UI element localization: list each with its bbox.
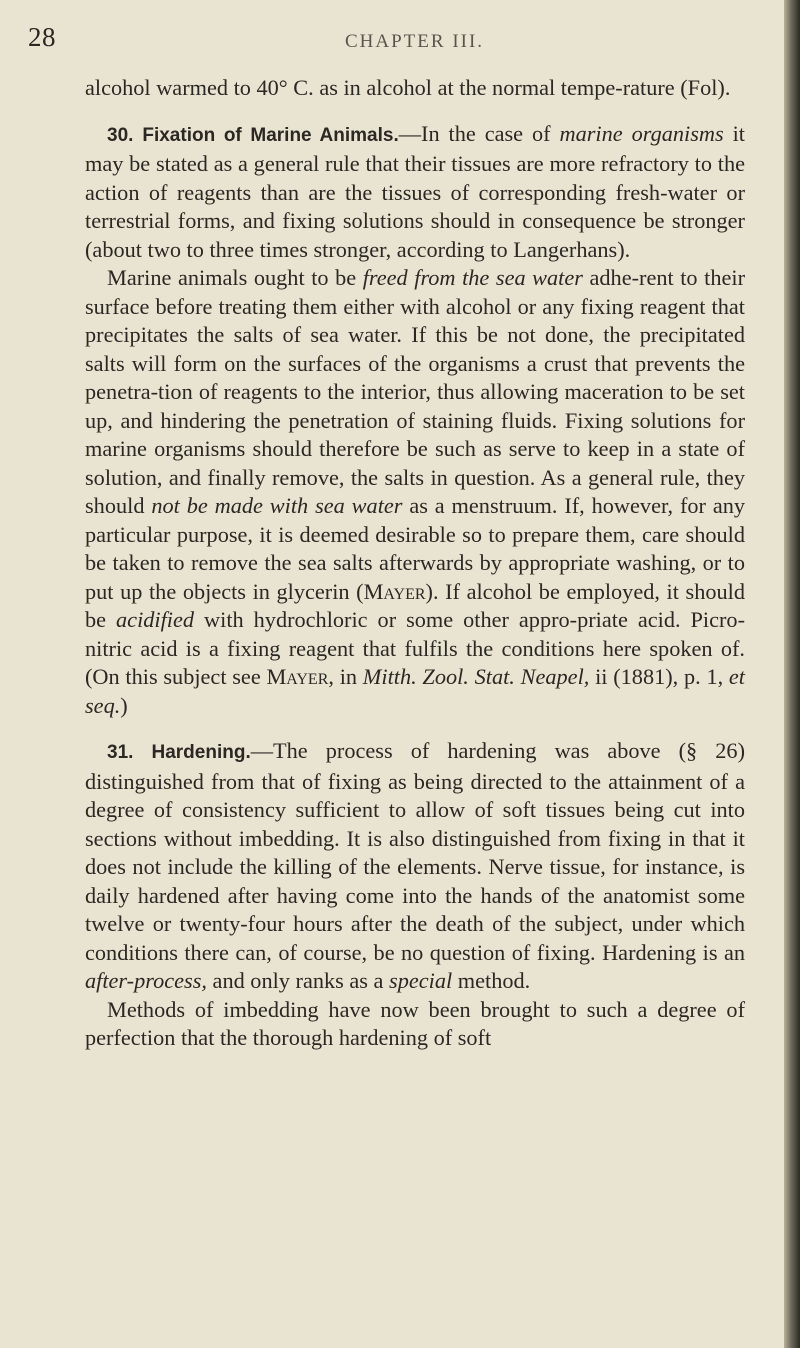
- text-run: ): [120, 692, 128, 718]
- italic-run: et seq.: [85, 664, 745, 718]
- page-number: 28: [28, 22, 56, 52]
- paragraph-text: Methods of imbedding have now been brought to such a degree of perfection that the thorough hardening of soft: [85, 996, 745, 1050]
- page-edge-shadow: [784, 0, 800, 1348]
- section-number: 31.: [107, 742, 134, 763]
- italic-run: after-process,: [85, 968, 207, 993]
- text-run: , in: [328, 664, 363, 689]
- italic-run: acidified: [116, 607, 195, 632]
- text-run: ). If alcohol be employed, it should be: [85, 578, 746, 632]
- author-name: Mayer: [266, 664, 329, 689]
- author-name: Mayer: [363, 578, 426, 604]
- section-title: Hardening.: [151, 742, 251, 763]
- text-run: it may be stated as a general rule that their tissues are more refractory to the action of reagents than are the tissues of corresponding fresh-water or terrestrial forms, and fixing solutions should in consequence be stronger (about two to three times stronger, according to Langerhans).: [85, 120, 745, 262]
- section-30: [85, 120, 745, 265]
- paragraph-continuation: [85, 74, 745, 103]
- paragraph-text: alcohol warmed to 40° C. as in alcohol at the normal tempe-rature (Fol).: [85, 75, 731, 100]
- text-run: adhe-rent to their surface before treating them either with alcohol or any fixing reagent that precipitates the salts of sea water. If this be not done, the precipitated salts will form on the surfaces of the organisms a crust that prevents the penetra-tion of reagents to the interior, thus allowing maceration to be set up, and hindering the penetration of staining fluids. Fixing solutions for marine organisms should therefore be such as serve to keep in a state of solution, and finally remove, the salts in question. As a general rule, they should: [85, 265, 745, 518]
- paragraph-imbedding: [85, 996, 745, 1053]
- text-run: Marine animals ought to be: [107, 265, 363, 290]
- section-number: 30.: [107, 124, 134, 146]
- text-run: as a menstruum. If, however, for any particular purpose, it is deemed desirable so to prepare them, care should be taken to remove the sea salts afterwards by appropriate washing, or to put up the objects in glycerin (: [85, 493, 746, 604]
- italic-run: special: [389, 968, 453, 993]
- running-head: CHAPTER III.: [345, 31, 485, 52]
- paragraph-marine-animals: [85, 264, 745, 720]
- text-run: and only ranks as a: [206, 968, 390, 993]
- section-31: [85, 737, 745, 996]
- italic-run: not be made with sea water: [151, 493, 403, 518]
- text-run: —The process of hardening was above (§ 26) distinguished from that of fixing as being directed to the attainment of a degree of consistency sufficient to allow of soft tissues being cut into sections without imbedding. It is also distinguished from fixing in that it does not include the killing of the elements. Nerve tissue, for instance, is daily hardened after having come into the hands of the anatomist some twelve or twenty-four hours after the death of the subject, under which conditions there can, of course, be no question of fixing. Hardening is an: [85, 738, 745, 965]
- page-text: [85, 74, 745, 1053]
- journal-citation: Mitth. Zool. Stat. Neapel,: [362, 664, 590, 689]
- text-run: with hydrochloric or some other appro-priate acid. Picro-nitric acid is a fixing reagent that fulfils the conditions here spoken of. (On this subject see: [85, 607, 745, 689]
- section-title: Fixation of Marine Animals.: [142, 124, 399, 146]
- text-run: —In the case of: [398, 120, 560, 146]
- text-run: method.: [452, 968, 531, 993]
- italic-run: marine organisms: [559, 120, 724, 146]
- italic-run: freed from the sea water: [362, 265, 583, 290]
- text-run: ii (1881), p. 1,: [589, 664, 729, 689]
- page-header: [0, 22, 800, 62]
